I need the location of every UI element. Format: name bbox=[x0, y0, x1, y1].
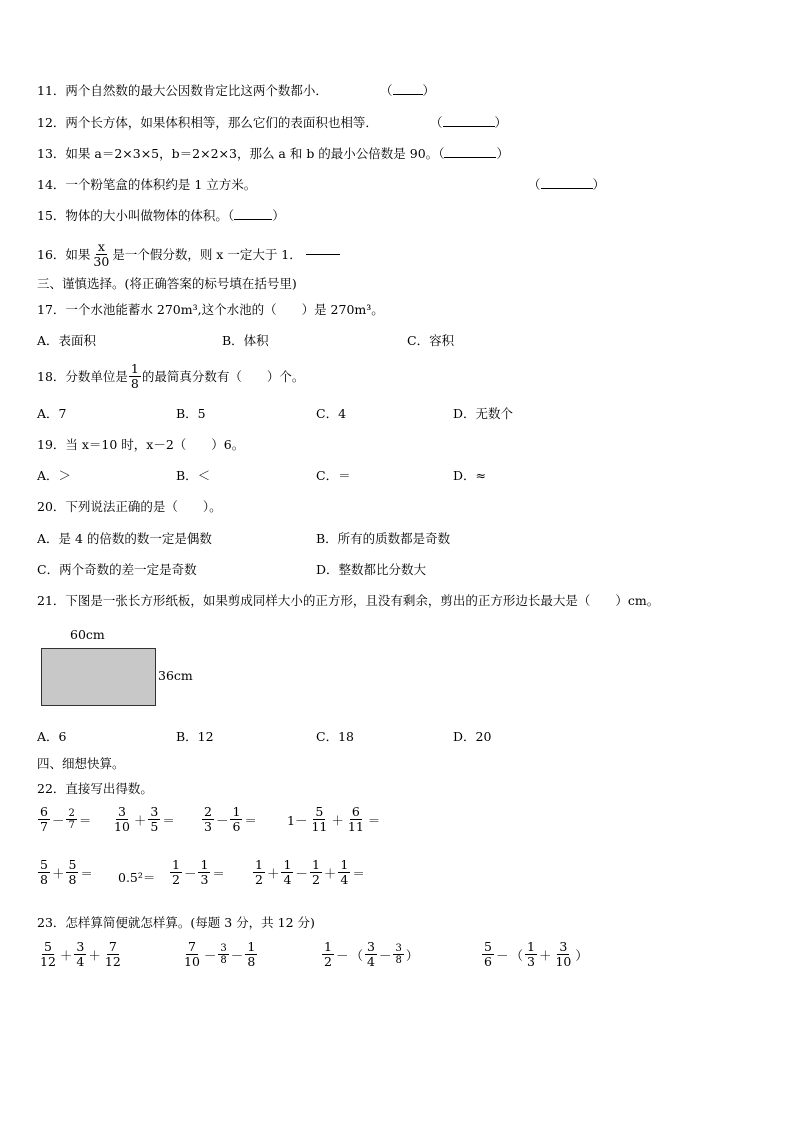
question-number: 15． bbox=[37, 208, 66, 223]
question-text: 当 x＝10 时，x－2（ ）6。 bbox=[65, 437, 245, 452]
fraction: 1 2 bbox=[311, 857, 320, 887]
question-15: 15．物体的大小叫做物体的体积。（ ） bbox=[37, 208, 285, 223]
expression-3: 2 3 － 1 6 ＝ bbox=[204, 804, 257, 834]
answer-paren: （ ） bbox=[528, 177, 606, 192]
option-a[interactable]: A．6 bbox=[37, 729, 67, 744]
option-c[interactable]: C．容积 bbox=[407, 333, 455, 348]
fraction: 3 8 bbox=[395, 943, 402, 966]
fraction: 3 8 bbox=[220, 943, 227, 966]
question-number: 12． bbox=[37, 115, 66, 130]
question-text: 直接写出得数。 bbox=[65, 781, 153, 796]
option-a[interactable]: A．7 bbox=[37, 406, 67, 421]
fraction: 1 3 bbox=[526, 939, 535, 969]
question-text: 一个水池能蓄水 270m³,这个水池的（ ）是 270m³。 bbox=[65, 302, 384, 317]
option-a[interactable]: A．＞ bbox=[37, 468, 72, 483]
question-number: 21． bbox=[37, 593, 66, 608]
answer-blank[interactable] bbox=[444, 157, 496, 158]
option-b[interactable]: B．＜ bbox=[176, 468, 211, 483]
fraction: 1 2 bbox=[172, 857, 180, 887]
question-number: 16． bbox=[37, 246, 66, 262]
fraction: 1 8 bbox=[247, 939, 256, 969]
question-21 bbox=[37, 593, 659, 609]
section-heading: 三、谨慎选择。(将正确答案的标号填在括号里) bbox=[37, 276, 297, 291]
fraction: 1 6 bbox=[232, 804, 241, 834]
width-label: 60cm bbox=[70, 627, 105, 642]
option-c[interactable]: C．4 bbox=[316, 406, 347, 421]
option-c[interactable]: C．＝ bbox=[316, 468, 351, 483]
fraction: 5 6 bbox=[484, 939, 492, 969]
expression-23-2: 7 10 － 3 8 － 1 8 bbox=[184, 939, 256, 969]
question-number: 22． bbox=[37, 781, 66, 796]
fraction: 5 8 bbox=[40, 857, 48, 887]
fraction: 3 5 bbox=[150, 804, 159, 834]
question-number: 20． bbox=[37, 499, 66, 514]
expression-6: 0.5²＝ bbox=[118, 870, 156, 885]
question-text: 两个自然数的最大公因数肯定比这两个数都小． bbox=[65, 83, 328, 98]
answer-blank[interactable] bbox=[234, 219, 272, 220]
fraction: 5 12 bbox=[40, 939, 56, 969]
option-b[interactable]: B．5 bbox=[176, 406, 206, 421]
expression-8: 1 2 ＋ 1 4 － 1 2 ＋ 1 4 ＝ bbox=[255, 857, 365, 887]
fraction: 5 11 bbox=[311, 804, 328, 834]
fraction: 1 4 bbox=[340, 857, 349, 887]
option-d[interactable]: D．无数个 bbox=[453, 406, 514, 421]
answer-blank[interactable] bbox=[443, 126, 495, 127]
fraction: 7 12 bbox=[104, 939, 121, 969]
question-text: 怎样算简便就怎样算。(每题 3 分，共 12 分) bbox=[65, 915, 315, 930]
question-22 bbox=[37, 781, 153, 797]
question-number: 13． bbox=[37, 146, 66, 161]
answer-paren: （ ） bbox=[380, 83, 436, 98]
fraction: 3 4 bbox=[76, 939, 85, 969]
option-c[interactable]: C．两个奇数的差一定是奇数 bbox=[37, 562, 197, 577]
fraction: x 30 bbox=[93, 239, 110, 269]
question-number: 14． bbox=[37, 177, 66, 192]
expression-23-1: 5 12 ＋ 3 4 ＋ 7 12 bbox=[40, 939, 121, 969]
question-12 bbox=[37, 115, 378, 131]
question-number: 18． bbox=[37, 368, 66, 384]
answer-blank[interactable] bbox=[541, 188, 593, 189]
fraction: 6 7 bbox=[40, 804, 48, 834]
option-d[interactable]: D．整数都比分数大 bbox=[316, 562, 427, 577]
question-18: 18． 分数单位是 1 8 的最简真分数有（ ）个。 bbox=[37, 361, 305, 391]
question-11 bbox=[37, 83, 328, 99]
expression-23-3: 1 2 － （ 3 4 － 3 8 ） bbox=[324, 939, 419, 969]
option-d[interactable]: D．20 bbox=[453, 729, 492, 744]
question-16: 16． 如果 x 30 是一个假分数，则 x 一定大于 1． bbox=[37, 240, 340, 269]
question-20 bbox=[37, 499, 222, 515]
option-d[interactable]: D．≈ bbox=[453, 468, 486, 483]
fraction: 2 7 bbox=[68, 808, 75, 831]
expression-23-4: 5 6 － （ 1 3 ＋ 3 10 ） bbox=[484, 939, 588, 969]
fraction: 5 8 bbox=[68, 857, 77, 887]
option-b[interactable]: B．所有的质数都是奇数 bbox=[316, 531, 451, 546]
question-17 bbox=[37, 302, 384, 318]
option-a[interactable]: A．是 4 的倍数的数一定是偶数 bbox=[37, 531, 212, 546]
answer-paren: （ ） bbox=[430, 115, 508, 130]
question-number: 11． bbox=[37, 83, 66, 98]
expression-7: 1 2 － 1 3 ＝ bbox=[172, 857, 225, 887]
fraction: 6 11 bbox=[347, 804, 364, 834]
question-23 bbox=[37, 915, 315, 931]
question-13: 13．如果 a＝2×3×5，b＝2×2×3，那么 a 和 b 的最小公倍数是 90。（ ） bbox=[37, 146, 509, 161]
fraction: 7 10 bbox=[184, 939, 200, 969]
question-14 bbox=[37, 177, 256, 193]
answer-blank[interactable] bbox=[393, 94, 423, 95]
fraction: 3 10 bbox=[114, 804, 130, 834]
section-heading: 四、细想快算。 bbox=[37, 756, 125, 771]
fraction: 1 2 bbox=[324, 939, 332, 969]
expression-2: 3 10 ＋ 3 5 ＝ bbox=[114, 804, 175, 834]
fraction: 1 2 bbox=[255, 857, 263, 887]
question-text: 如果 a＝2×3×5，b＝2×2×3，那么 a 和 b 的最小公倍数是 90。 bbox=[65, 146, 439, 161]
fraction: 1 3 bbox=[200, 857, 209, 887]
fraction: 3 10 bbox=[555, 939, 572, 969]
question-19 bbox=[37, 437, 244, 453]
fraction: 3 4 bbox=[366, 939, 375, 969]
rectangle-figure bbox=[41, 648, 156, 706]
fraction: 2 3 bbox=[204, 804, 212, 834]
height-label: 36cm bbox=[158, 668, 193, 683]
question-number: 19． bbox=[37, 437, 66, 452]
option-b[interactable]: B．体积 bbox=[222, 333, 269, 348]
expression-1: 6 7 － 2 7 ＝ bbox=[40, 804, 92, 834]
question-text: 下列说法正确的是（ ）。 bbox=[65, 499, 222, 514]
question-number: 17． bbox=[37, 302, 66, 317]
answer-blank[interactable] bbox=[306, 254, 340, 255]
fraction: 1 8 bbox=[130, 361, 139, 391]
expression-5: 5 8 ＋ 5 8 ＝ bbox=[40, 857, 93, 887]
expression-4: 1－ 5 11 ＋ 6 11 ＝ bbox=[287, 804, 381, 834]
question-text: 下图是一张长方形纸板，如果剪成同样大小的正方形，且没有剩余，剪出的正方形边长最大是（ ）cm。 bbox=[65, 593, 660, 608]
question-text: 两个长方体，如果体积相等，那么它们的表面积也相等． bbox=[65, 115, 378, 130]
question-text: 一个粉笔盒的体积约是 1 立方米。 bbox=[65, 177, 257, 192]
question-text: 物体的大小叫做物体的体积。 bbox=[65, 208, 228, 223]
option-a[interactable]: A．表面积 bbox=[37, 333, 97, 348]
question-number: 23． bbox=[37, 915, 66, 930]
option-b[interactable]: B．12 bbox=[176, 729, 214, 744]
fraction: 1 4 bbox=[283, 857, 292, 887]
option-c[interactable]: C．18 bbox=[316, 729, 354, 744]
